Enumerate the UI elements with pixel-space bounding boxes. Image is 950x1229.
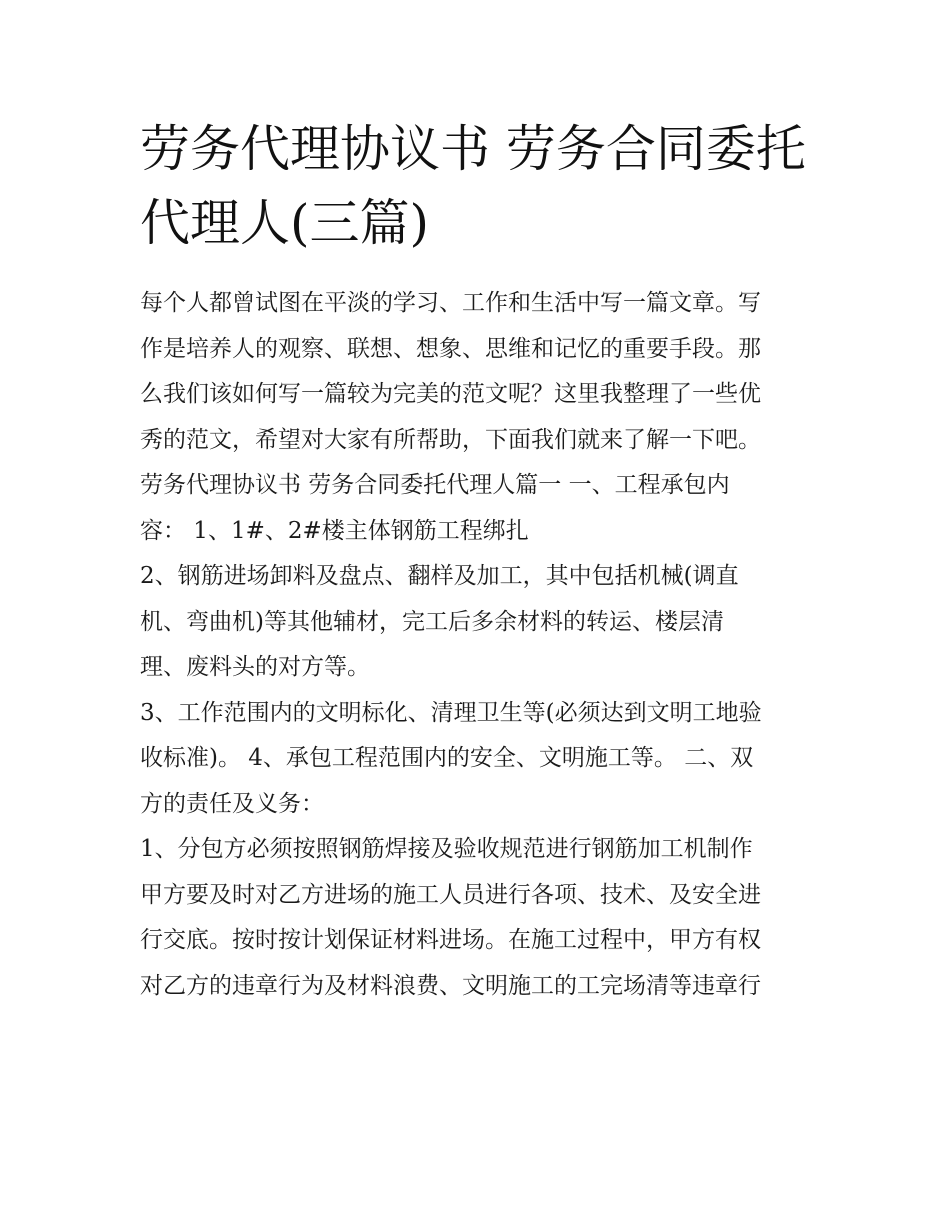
body-line: 对乙方的违章行为及材料浪费、文明施工的工完场清等违章行 <box>140 972 761 999</box>
body-line: 方的责任及义务： <box>140 790 324 817</box>
body-line: 3、工作范围内的文明标化、清理卫生等(必须达到文明工地验 <box>140 699 762 726</box>
document-body <box>140 281 830 1009</box>
body-line: 行交底。按时按计划保证材料进场。在施工过程中，甲方有权 <box>140 927 761 953</box>
body-line: 容： 1、1#、2#楼主体钢筋工程绑扎 <box>140 517 529 544</box>
body-line: 秀的范文，希望对大家有所帮助，下面我们就来了解一下吧。 <box>140 426 761 453</box>
body-line: 2、钢筋进场卸料及盘点、翻样及加工，其中包括机械(调直 <box>140 563 739 589</box>
body-line: 收标准)。 4、承包工程范围内的安全、文明施工等。 二、双 <box>140 745 754 771</box>
body-line: 理、废料头的对方等。 <box>140 654 370 680</box>
title-line: 代理人(三篇) <box>140 194 430 252</box>
body-line: 机、弯曲机)等其他辅材，完工后多余材料的转运、楼层清 <box>140 608 724 635</box>
body-line: 甲方要及时对乙方进场的施工人员进行各项、技术、及安全进 <box>140 881 761 908</box>
body-line: 劳务代理协议书 劳务合同委托代理人篇一 一、工程承包内 <box>140 472 730 498</box>
body-line: 1、分包方必须按照钢筋焊接及验收规范进行钢筋加工机制作 <box>140 836 753 862</box>
title-line: 劳务代理协议书 劳务合同委托 <box>140 120 806 178</box>
document-title <box>140 112 830 260</box>
body-line: 作是培养人的观察、联想、想象、思维和记忆的重要手段。那 <box>140 335 761 362</box>
body-line: 每个人都曾试图在平淡的学习、工作和生活中写一篇文章。写 <box>140 290 761 316</box>
body-line: 么我们该如何写一篇较为完美的范文呢？这里我整理了一些优 <box>140 381 761 407</box>
